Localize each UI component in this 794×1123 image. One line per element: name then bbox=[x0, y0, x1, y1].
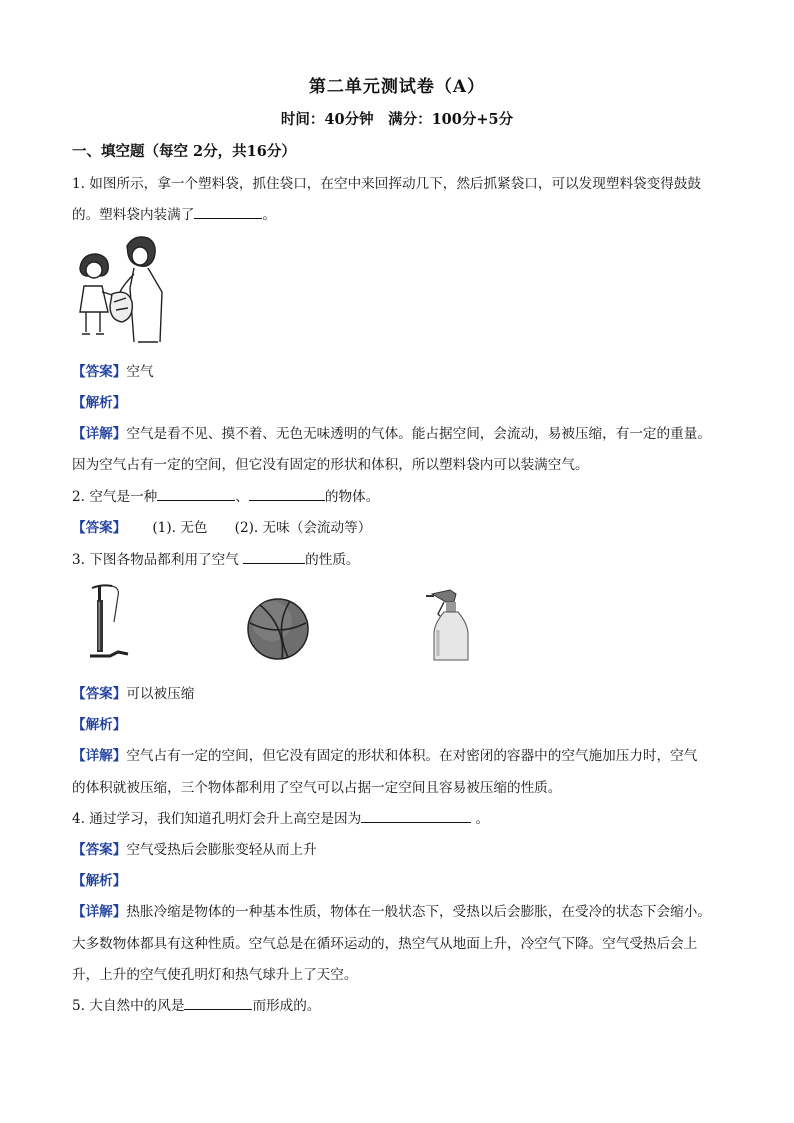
answer-tag: 【答案】 bbox=[72, 364, 127, 380]
analysis-tag: 【解析】 bbox=[72, 873, 127, 889]
q1-answer-line bbox=[72, 360, 154, 380]
q3-text-post: 的性质。 bbox=[305, 552, 360, 568]
basketball-image bbox=[246, 597, 310, 661]
q1-answer: 空气 bbox=[126, 364, 154, 380]
q4-detail-line2: 大多数物体都具有这种性质。空气总是在循环运动的，热空气从地面上升，冷空气下降。空气受热后会上 bbox=[72, 936, 698, 952]
q5-text-post: 而形成的。 bbox=[252, 998, 321, 1014]
q3-answer: 可以被压缩 bbox=[126, 686, 195, 702]
q2-text-mid: 、 bbox=[235, 489, 249, 505]
q3-answer-line bbox=[72, 682, 194, 702]
q4-text-pre: 4. 通过学习，我们知道孔明灯会升上高空是因为 bbox=[72, 811, 362, 827]
q3-text-line bbox=[72, 548, 360, 568]
q4-answer-line bbox=[72, 838, 317, 858]
q2-answer-blank-2 bbox=[249, 486, 325, 501]
q2-text-line bbox=[72, 485, 379, 505]
q1-text-line1: 1. 如图所示，拿一个塑料袋，抓住袋口，在空中来回挥动几下，然后抓紧袋口，可以发现塑料袋变得鼓鼓 bbox=[72, 176, 702, 192]
detail-tag: 【详解】 bbox=[72, 748, 127, 764]
q3-analysis-line bbox=[72, 713, 126, 733]
q1-analysis-line bbox=[72, 391, 126, 411]
q4-detail-text1: 热胀冷缩是物体的一种基本性质，物体在一般状态下，受热以后会膨胀，在受冷的状态下会缩小。 bbox=[126, 904, 711, 920]
q1-text-pre: 的。塑料袋内装满了 bbox=[72, 207, 195, 223]
q4-detail-line1 bbox=[72, 900, 711, 920]
q1-detail-text1: 空气是看不见、摸不着、无色无味透明的气体。能占据空间，会流动，易被压缩，有一定的重量。 bbox=[126, 426, 711, 442]
answer-tag: 【答案】 bbox=[72, 842, 127, 858]
q5-answer-blank bbox=[184, 995, 252, 1010]
q2-text-pre: 2. 空气是一种 bbox=[72, 489, 158, 505]
detail-tag: 【详解】 bbox=[72, 426, 127, 442]
q3-text-pre: 3. 下图各物品都利用了空气 bbox=[72, 552, 244, 568]
q4-text-post: 。 bbox=[471, 811, 490, 827]
q2-answer-blank-1 bbox=[157, 486, 235, 501]
q1-text-line2 bbox=[72, 203, 276, 223]
q1-text-post: 。 bbox=[262, 207, 276, 223]
answer-tag: 【答案】 bbox=[72, 686, 127, 702]
detail-tag: 【详解】 bbox=[72, 904, 127, 920]
q1-detail-line2: 因为空气占有一定的空间，但它没有固定的形状和体积，所以塑料袋内可以装满空气。 bbox=[72, 457, 589, 473]
answer-tag: 【答案】 bbox=[72, 520, 127, 536]
q2-answer-line bbox=[72, 516, 371, 536]
q3-detail-line2: 的体积就被压缩，三个物体都利用了空气可以占据一定空间且容易被压缩的性质。 bbox=[72, 780, 562, 796]
page-subtitle: 时间：40分钟 满分：100分+5分 bbox=[280, 111, 514, 128]
spray-bottle-image bbox=[424, 584, 472, 664]
q1-detail-line1 bbox=[72, 422, 711, 442]
q4-answer: 空气受热后会膨胀变轻从而上升 bbox=[126, 842, 317, 858]
q2-answer: (1). 无色 (2). 无味（会流动等） bbox=[152, 520, 372, 536]
q3-detail-line1 bbox=[72, 744, 697, 764]
bicycle-pump-image bbox=[88, 582, 132, 662]
q5-text-line bbox=[72, 994, 320, 1014]
q4-text-line bbox=[72, 807, 489, 827]
q5-text-pre: 5. 大自然中的风是 bbox=[72, 998, 185, 1014]
q4-answer-blank bbox=[361, 808, 471, 823]
q3-answer-blank bbox=[243, 549, 305, 564]
section-heading: 一、填空题（每空 2分，共16分） bbox=[72, 143, 296, 160]
q4-detail-line3: 升，上升的空气使孔明灯和热气球升上了天空。 bbox=[72, 967, 358, 983]
q3-detail-text1: 空气占有一定的空间，但它没有固定的形状和体积。在对密闭的容器中的空气施加压力时，空气 bbox=[126, 748, 698, 764]
q4-analysis-line bbox=[72, 869, 126, 889]
page-title: 第二单元测试卷（A） bbox=[308, 77, 486, 97]
analysis-tag: 【解析】 bbox=[72, 717, 127, 733]
analysis-tag: 【解析】 bbox=[72, 395, 127, 411]
q2-text-post: 的物体。 bbox=[324, 489, 380, 505]
q1-answer-blank bbox=[194, 204, 262, 219]
q1-illustration bbox=[72, 232, 172, 344]
